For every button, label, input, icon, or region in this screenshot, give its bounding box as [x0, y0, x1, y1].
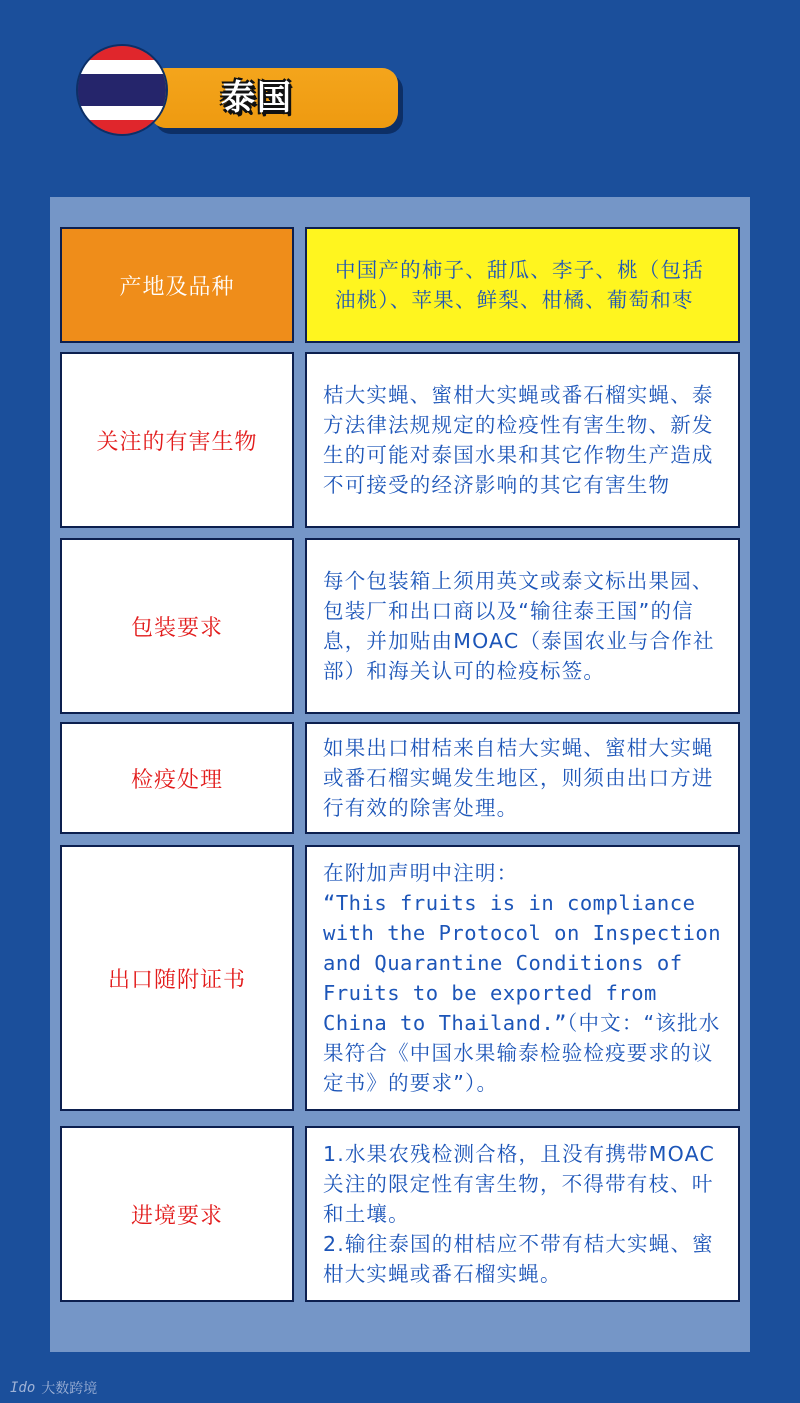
row-label-pests — [60, 352, 294, 528]
row-content-text: 桔大实蝇、蜜柑大实蝇或番石榴实蝇、泰方法律法规规定的检疫性有害生物、新发生的可能对泰国水果和其它作物生产造成不可接受的经济影响的其它有害生物 — [323, 383, 714, 497]
row-content-certificate — [305, 845, 740, 1111]
row-content-text — [323, 1139, 722, 1289]
watermark — [10, 1378, 97, 1398]
certificate-chinese-statement: （中文：“该批水果符合《中国水果输泰检验检疫要求的议定书》的要求”）。 — [323, 1011, 721, 1095]
watermark-text: 大数跨境 — [41, 1381, 98, 1397]
entry-requirement-1: 1.水果农残检测合格，且没有携带MOAC关注的限定性有害生物，不得带有枝、叶和土壤。 — [323, 1142, 715, 1226]
row-label-packaging — [60, 538, 294, 714]
row-content-packaging — [305, 538, 740, 714]
row-content-text: 每个包装箱上须用英文或泰文标出果园、包装厂和出口商以及“输往泰王国”的信息，并加贴由MOAC（泰国农业与合作社部）和海关认可的检疫标签。 — [323, 569, 715, 683]
page-title: 泰国 — [221, 78, 293, 118]
entry-requirement-2: 2.输往泰国的柑桔应不带有桔大实蝇、蜜柑大实蝇或番石榴实蝇。 — [323, 1232, 714, 1286]
row-label-entry — [60, 1126, 294, 1302]
row-content-treatment — [305, 722, 740, 834]
row-content-text: 如果出口柑桔来自桔大实蝇、蜜柑大实蝇或番石榴实蝇发生地区，则须由出口方进行有效的除害处理。 — [323, 736, 714, 820]
row-label-text: 检疫处理 — [130, 767, 223, 793]
row-label-text: 包装要求 — [130, 615, 223, 641]
row-label-text: 进境要求 — [130, 1203, 223, 1229]
row-content-entry — [305, 1126, 740, 1302]
row-content-origin — [305, 227, 740, 343]
row-label-text: 产地及品种 — [119, 274, 235, 300]
row-content-text — [323, 858, 722, 1098]
row-label-treatment — [60, 722, 294, 834]
thailand-flag-icon — [78, 46, 166, 134]
row-label-certificate — [60, 845, 294, 1111]
row-content-pests — [305, 352, 740, 528]
row-label-text: 出口随附证书 — [107, 967, 246, 993]
row-label-origin — [60, 227, 294, 343]
watermark-logo: Ido — [10, 1380, 36, 1396]
certificate-english-statement: “This fruits is in compliance with the Protocol on Inspection and Quarantine Conditions of Fruits to be exported from China to Thailand.” — [323, 891, 722, 1035]
row-label-text: 关注的有害生物 — [96, 429, 258, 455]
row-content-text: 中国产的柿子、甜瓜、李子、桃（包括油桃）、苹果、鲜梨、柑橘、葡萄和枣 — [335, 258, 704, 312]
certificate-intro: 在附加声明中注明： — [323, 861, 519, 885]
